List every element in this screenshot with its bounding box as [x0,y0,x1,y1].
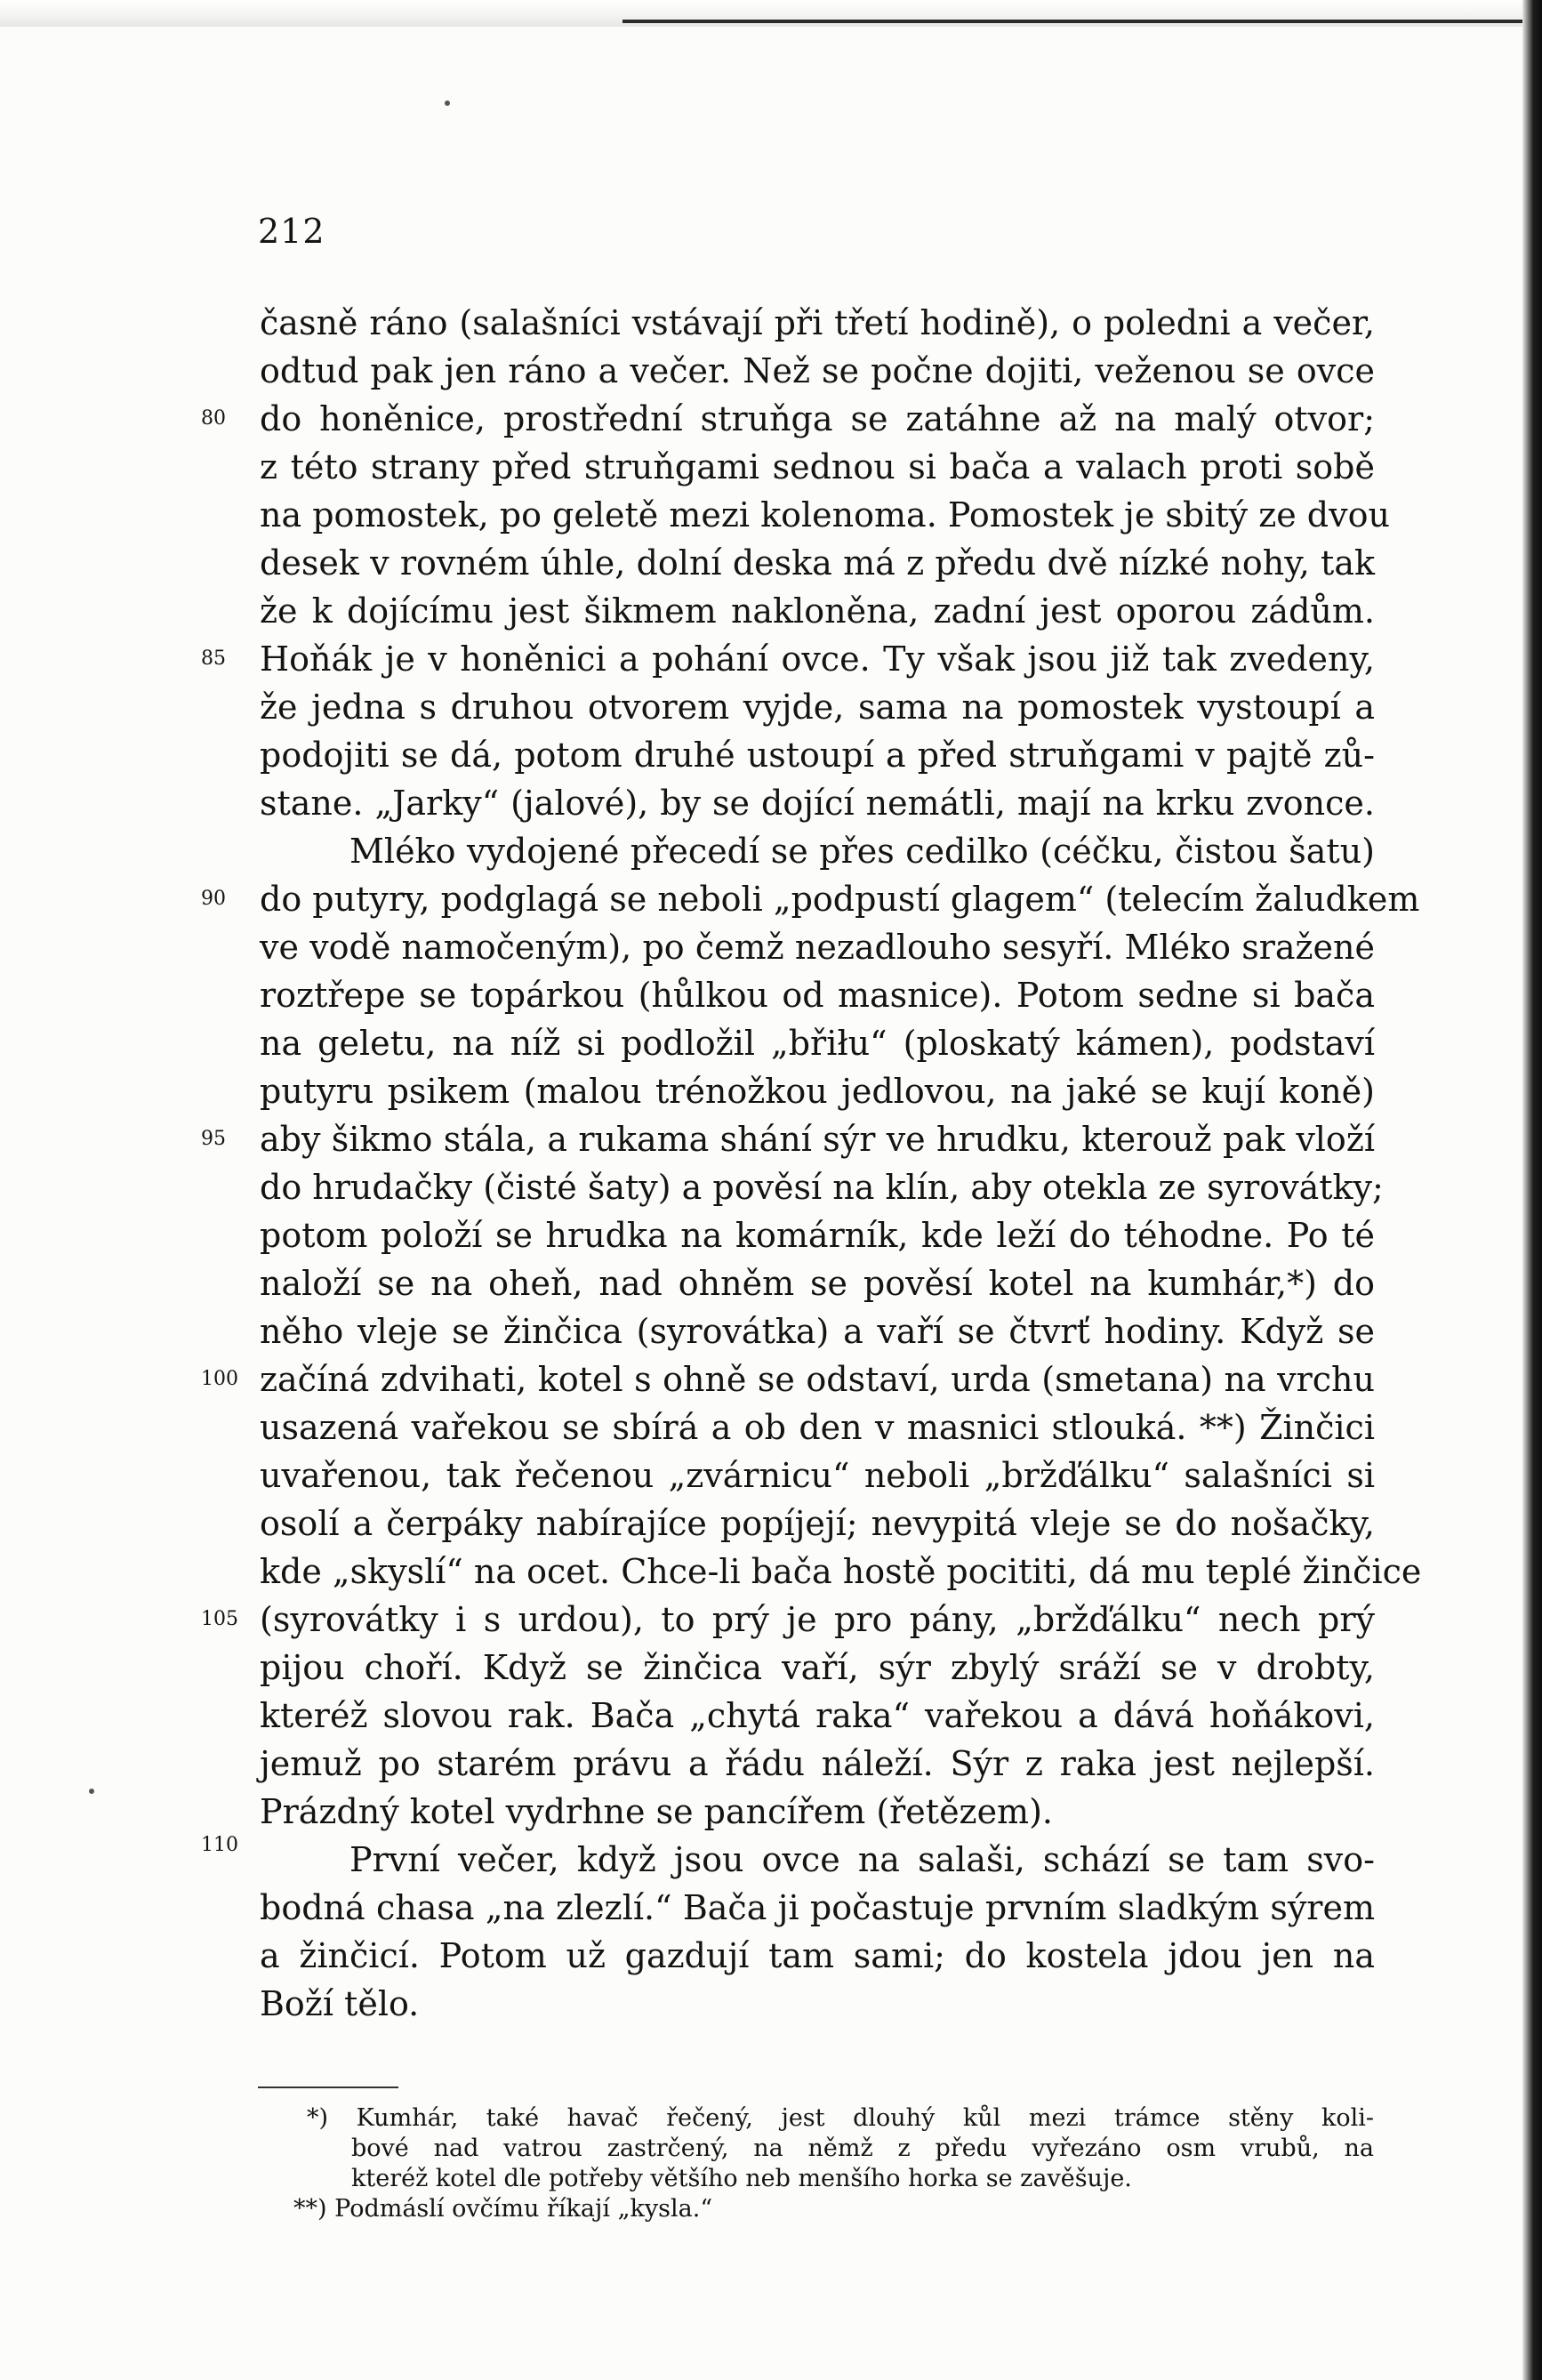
text-line: Boží tělo. [260,1984,420,2023]
text-line: První večer, když jsou ovce na salaši, schází se tam svo- [349,1840,1375,1879]
line-number: 85 [201,647,226,670]
text-line: začíná zdvihati, kotel s ohně se odstaví, urda (smetana) na vrchu [260,1360,1375,1399]
text-line: podojiti se dá, potom druhé ustoupí a před struňgami v pajtě zů- [260,736,1375,775]
text-line: na geletu, na níž si podložil „břiłu“ (ploskatý kámen), podstaví [260,1024,1375,1063]
text-line: naloží se na oheň, nad ohněm se pověsí kotel na kumhár,*) do [260,1264,1375,1303]
text-line: do honěnice, prostřední struňga se zatáhne až na malý otvor; [260,399,1375,438]
text-line: desek v rovném úhle, dolní deska má z předu dvě nízké nohy, tak [260,543,1375,583]
text-line: Hoňák je v honěnici a pohání ovce. Ty však jsou již tak zvedeny, [260,639,1375,679]
line-number: 100 [201,1368,238,1390]
text-line: kteréž slovou rak. Bača „chytá raka“ vařekou a dává hoňákovi, [260,1696,1375,1735]
page-right-edge [1522,0,1542,2380]
text-line: do putyry, podglagá se neboli „podpustí glagem“ (telecím žaludkem [260,880,1420,919]
text-line: odtud pak jen ráno a večer. Než se počne dojiti, veženou se ovce [260,351,1375,390]
text-line: stane. „Jarky“ (jalové), by se dojící nemátli, mají na krku zvonce. [260,784,1375,823]
text-line: že jedna s druhou otvorem vyjde, sama na pomostek vystoupí a [260,687,1375,727]
text-line: z této strany před struňgami sednou si bača a valach proti sobě [260,447,1375,486]
text-line: něho vleje se žinčica (syrovátka) a vaří se čtvrť hodiny. Když se [260,1312,1375,1351]
footnote-line: bové nad vatrou zastrčený, na němž z předu vyřezáno osm vrubů, na [351,2135,1374,2162]
text-line: Prázdný kotel vydrhne se pancířem (řetězem). [260,1792,1053,1831]
text-line: putyru psikem (malou trénožkou jedlovou, na jaké se kují koně) [260,1072,1375,1111]
text-line: kde „skyslí“ na ocet. Chce-li bača hostě pocititi, dá mu teplé žinčice [260,1552,1422,1591]
line-number: 80 [201,407,226,430]
footnote-line: *) Kumhár, také havač řečený, jest dlouhý kůl mezi trámce stěny koli- [307,2104,1374,2132]
print-speck [445,101,450,106]
print-speck [89,1789,94,1794]
text-line: a žinčicí. Potom už gazdují tam sami; do kostela jdou jen na [260,1936,1375,1975]
footnote-line: **) Podmáslí ovčímu říkají „kysla.“ [293,2195,713,2223]
text-line: jemuž po starém právu a řádu náleží. Sýr z raka jest nejlepší. [260,1744,1375,1783]
text-line: bodná chasa „na zlezlí.“ Bača ji počastuje prvním sladkým sýrem [260,1888,1375,1927]
text-line: Mléko vydojené přecedí se přes cedilko (céčku, čistou šatu) [349,832,1375,871]
text-line: potom položí se hrudka na komárník, kde leží do téhodne. Po té [260,1216,1375,1255]
line-number: 110 [201,1834,238,1856]
page-number: 212 [258,212,325,251]
text-line: usazená vařekou se sbírá a ob den v masnici stlouká. **) Žinčici [260,1408,1375,1447]
line-number: 90 [201,888,226,910]
text-line: roztřepe se topárkou (hůlkou od masnice). Potom sedne si bača [260,976,1375,1015]
text-line: (syrovátky i s urdou), to prý je pro pány, „bržďálku“ nech prý [260,1600,1375,1639]
text-line: pijou choří. Když se žinčica vaří, sýr zbylý sráží se v drobty, [260,1648,1375,1687]
line-number: 95 [201,1128,226,1150]
footnote-separator [258,2087,398,2088]
text-line: aby šikmo stála, a rukama shání sýr ve hrudku, kterouž pak vloží [260,1120,1375,1159]
text-line: osolí a čerpáky nabírajíce popíjejí; nevypitá vleje se do nošačky, [260,1504,1375,1543]
line-number: 105 [201,1608,238,1630]
footnote-line: kteréž kotel dle potřeby většího neb menšího horka se zavěšuje. [351,2165,1132,2192]
text-line: do hrudačky (čisté šaty) a pověsí na klín, aby otekla ze syrovátky; [260,1168,1384,1207]
text-line: ve vodě namočeným), po čemž nezadlouho sesyří. Mléko sražené [260,928,1375,967]
text-line: na pomostek, po geletě mezi kolenoma. Pomostek je sbitý ze dvou [260,495,1390,535]
text-line: časně ráno (salašníci vstávají při třetí hodině), o poledni a večer, [260,303,1375,342]
text-line: uvařenou, tak řečenou „zvárnicu“ neboli „bržďálku“ salašníci si [260,1456,1375,1495]
page-top-border [622,20,1542,23]
text-line: že k dojícímu jest šikmem nakloněna, zadní jest oporou zádům. [260,591,1375,631]
